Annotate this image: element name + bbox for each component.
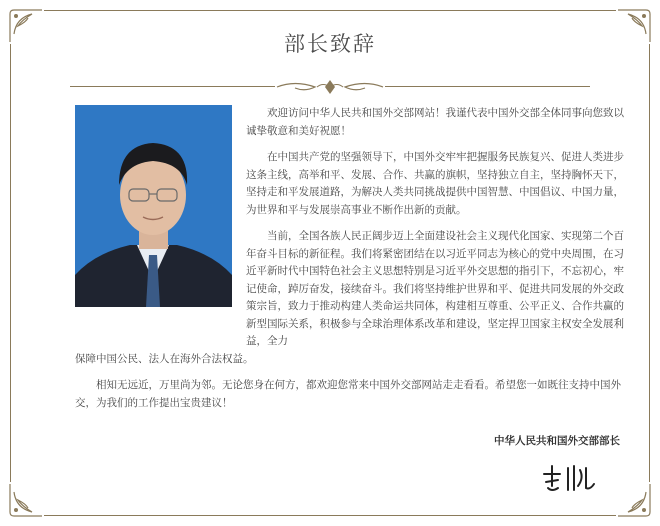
corner-ornament-icon [616, 482, 656, 522]
divider-line-left [70, 86, 275, 87]
corner-ornament-icon [4, 482, 44, 522]
paragraph-current-tail: 保障中国公民、法人在海外合法权益。 [75, 352, 254, 365]
divider-ornament-icon [275, 78, 385, 96]
title-divider [70, 80, 590, 94]
frame-border-left [10, 44, 11, 482]
signature-title: 中华人民共和国外交部部长 [494, 435, 620, 447]
paragraph-diplomacy: 在中国共产党的坚强领导下，中国外交牢牢把握服务民族复兴、促进人类进步这条主线，高举和平、发展、合作、共赢的旗帜，坚持独立自主，坚持胸怀天下，坚持走和平发展道路，为解决人类共同挑战提供中国智慧、中国倡议、中国力量，为世界和平与发展崇高事业不断作出新的贡献。 [246, 151, 624, 216]
frame-border-right [649, 44, 650, 482]
frame-border-top [44, 10, 616, 11]
frame-border-bottom [44, 515, 616, 516]
paragraph-greeting: 欢迎访问中华人民共和国外交部网站！我谨代表中国外交部全体同事向您致以诚挚敬意和美好祝愿！ [246, 107, 624, 137]
message-body [75, 105, 630, 412]
paragraph-closing: 相知无远近，万里尚为邻。无论您身在何方，都欢迎您常来中国外交部网站走走看看。希望您一如既往支持中国外交，为我们的工作提出宝贵建议！ [75, 379, 621, 409]
page-title: 部长致辞 [284, 32, 376, 56]
divider-line-right [385, 86, 590, 87]
handwritten-signature [540, 462, 600, 494]
paragraph-current: 当前，全国各族人民正阔步迈上全面建设社会主义现代化国家、实现第二个百年奋斗目标的新征程。我们将紧密团结在以习近平同志为核心的党中央周围，在习近平新时代中国特色社会主义思想特别是习近平外交思想的指引下，不忘初心，牢记使命，踔厉奋发，接续奋斗。我们将坚持维护世界和平、促进共同发展的外交政策宗旨，致力于推动构建人类命运共同体，构建相互尊重、公平正义、合作共赢的新型国际关系，积极参与全球治理体系改革和建设，坚定捍卫国家主权安全发展利益，全力 [246, 230, 624, 347]
